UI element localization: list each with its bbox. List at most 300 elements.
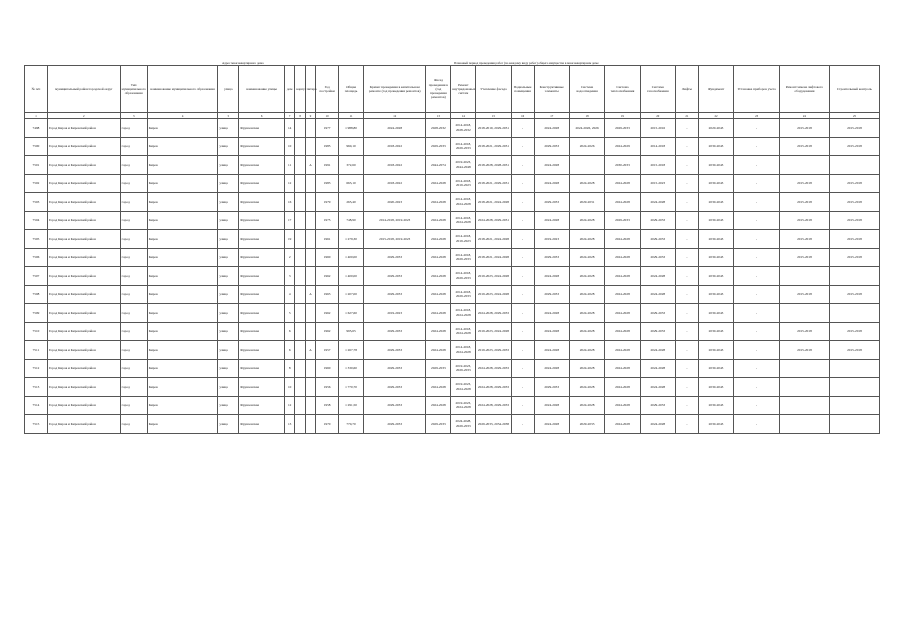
table-cell: 2030-2043: [698, 304, 733, 323]
column-number: 6: [239, 113, 285, 119]
table-cell: улица: [218, 156, 239, 175]
table-cell: 2024-2028: [426, 248, 451, 267]
table-cell: [779, 415, 829, 434]
table-cell: 1 400,00: [339, 248, 364, 267]
table-cell: 2024-2028: [426, 285, 451, 304]
table-cell: -: [511, 156, 534, 175]
table-cell: 2024-2028: [534, 267, 569, 286]
table-cell: 2014-2018, 2029-2033: [451, 248, 476, 267]
table-cell: 663,10: [339, 174, 364, 193]
table-cell: 7510: [25, 322, 48, 341]
table-cell: 2029-2031: [569, 193, 604, 212]
table-cell: 10: [284, 378, 294, 397]
table-cell: 2014-2018, 2024-2028: [451, 211, 476, 230]
table-cell: 2029-2033: [426, 137, 451, 156]
table-cell: улица: [218, 341, 239, 360]
table-cell: 2024-2028: [640, 378, 675, 397]
table-cell: 2024-2028: [605, 359, 640, 378]
table-cell: 2029-2033: [640, 396, 675, 415]
table-cell: Фрунзенская: [239, 341, 285, 360]
table-cell: 2024-2028: [426, 174, 451, 193]
table-cell: Киров: [147, 285, 218, 304]
table-cell: [295, 396, 305, 415]
table-cell: 2024-2028: [534, 304, 569, 323]
column-header: Год постройки: [316, 66, 339, 113]
table-cell: 2015-2018: [779, 174, 829, 193]
table-cell: 2024-2028: [569, 248, 604, 267]
table-cell: Киров: [147, 230, 218, 249]
table-cell: -: [734, 322, 780, 341]
table-cell: 2024-2028: [605, 396, 640, 415]
table-cell: 2015-2018: [829, 211, 879, 230]
table-cell: [295, 378, 305, 397]
table-cell: 2030-2043: [698, 341, 733, 360]
table-cell: 1975: [316, 211, 339, 230]
table-cell: 2024-2028, 2029-2031: [476, 211, 511, 230]
table-row: [25, 304, 880, 323]
table-cell: [295, 359, 305, 378]
table-cell: 2024-2029: [605, 137, 640, 156]
table-cell: Киров: [147, 322, 218, 341]
table-cell: 1 988,80: [339, 119, 364, 138]
table-cell: город: [120, 248, 147, 267]
table-cell: -: [511, 174, 534, 193]
table-cell: Киров: [147, 119, 218, 138]
table-cell: 2020-2023: [363, 193, 425, 212]
table-cell: 1 279,30: [339, 230, 364, 249]
table-cell: -: [675, 267, 698, 286]
table-row: [25, 156, 880, 175]
table-cell: 7511: [25, 341, 48, 360]
table-cell: 2015-2018: [779, 211, 829, 230]
table-cell: Город Киров и Кировский район: [47, 230, 120, 249]
table-cell: 13: [284, 415, 294, 434]
table-cell: [305, 193, 315, 212]
table-cell: улица: [218, 119, 239, 138]
table-cell: -: [675, 359, 698, 378]
table-cell: 2024-2028: [640, 341, 675, 360]
table-cell: 2015-2018: [779, 230, 829, 249]
table-cell: 7498: [25, 119, 48, 138]
table-cell: 2029-2033: [569, 415, 604, 434]
table-cell: -: [511, 119, 534, 138]
table-cell: 2029-2033: [640, 248, 675, 267]
table-cell: 2024-2028: [605, 304, 640, 323]
table-cell: 2030-2043: [698, 137, 733, 156]
column-header: Кризис проведения в капитальном ремонте (год проведения ремонтов): [363, 66, 425, 113]
table-cell: 2030-2043: [698, 359, 733, 378]
table-cell: -: [734, 248, 780, 267]
table-cell: [305, 211, 315, 230]
table-cell: [305, 415, 315, 434]
table-cell: -: [511, 378, 534, 397]
table-cell: 2019-2023, 2024-2028: [476, 322, 511, 341]
column-number: 3: [120, 113, 147, 119]
table-cell: [779, 378, 829, 397]
table-cell: 2019-2023, 2024-2028: [476, 285, 511, 304]
table-cell: 2018-2021, 2024-2028: [476, 193, 511, 212]
column-number: 12: [363, 113, 425, 119]
table-cell: [829, 378, 879, 397]
table-cell: [305, 359, 315, 378]
table-cell: 2029-2033: [363, 415, 425, 434]
table-cell: 2024-2028: [569, 341, 604, 360]
table-cell: -: [734, 304, 780, 323]
table-cell: [295, 415, 305, 434]
table-cell: 2014-2018, 2028-2032: [451, 119, 476, 138]
table-cell: 2024-2028: [534, 415, 569, 434]
table-cell: 2018-2022: [363, 137, 425, 156]
table-cell: 2018-2021, 2029-2031: [476, 174, 511, 193]
table-cell: Город Киров и Кировский район: [47, 211, 120, 230]
table-cell: [295, 322, 305, 341]
table-row: [25, 285, 880, 304]
table-cell: 2044-2074: [426, 156, 451, 175]
table-cell: 2024-2028, 2029-2033: [476, 359, 511, 378]
table-cell: -: [734, 119, 780, 138]
table-cell: 7514: [25, 396, 48, 415]
table-cell: 2018-2019, 2029-2031: [476, 119, 511, 138]
table-cell: 2029-2033, 2034-2038: [476, 415, 511, 434]
table-cell: Киров: [147, 211, 218, 230]
table-cell: 2019-2023, 2024-2028: [476, 267, 511, 286]
table-row: [25, 119, 880, 138]
table-cell: 2029-2033: [363, 322, 425, 341]
table-cell: 2024-2028: [426, 193, 451, 212]
column-header: Система теплоснабжения: [605, 66, 640, 113]
table-cell: 2015-2018: [779, 248, 829, 267]
column-header: Утепление фасада: [476, 66, 511, 113]
table-cell: -: [734, 359, 780, 378]
table-cell: Фрунзенская: [239, 193, 285, 212]
table-cell: 2029-2033: [605, 119, 640, 138]
table-cell: улица: [218, 137, 239, 156]
table-cell: 2014-2018, 2019-2023: [451, 174, 476, 193]
table-cell: -: [511, 211, 534, 230]
table-cell: 2014-2018, 2019-2023: [363, 211, 425, 230]
table-cell: 2029-2033: [534, 193, 569, 212]
table-cell: 2030-2043: [698, 230, 733, 249]
table-cell: -: [675, 396, 698, 415]
column-number: 15: [476, 113, 511, 119]
table-cell: 7508: [25, 285, 48, 304]
table-cell: А: [305, 341, 315, 360]
table-cell: 2030-2043: [698, 174, 733, 193]
table-cell: 12: [284, 174, 294, 193]
column-number: 10: [316, 113, 339, 119]
table-cell: 2015-2018: [779, 285, 829, 304]
table-cell: 2024-2028: [569, 211, 604, 230]
table-cell: [829, 267, 879, 286]
table-cell: 2024-2028: [569, 267, 604, 286]
table-cell: -: [511, 322, 534, 341]
table-cell: 2029-2033: [534, 285, 569, 304]
table-cell: 7503: [25, 193, 48, 212]
table-cell: 2014-2018, 2024-2028: [451, 322, 476, 341]
table-cell: Киров: [147, 359, 218, 378]
table-cell: 2024-2028: [426, 211, 451, 230]
table-cell: 2024-2028: [569, 378, 604, 397]
table-cell: [829, 415, 879, 434]
table-cell: 2024-2028: [534, 322, 569, 341]
column-header: Ремонт внутридомовых систем: [451, 66, 476, 113]
table-cell: [305, 248, 315, 267]
table-cell: 2024-2028: [426, 322, 451, 341]
table-cell: 1 627,60: [339, 304, 364, 323]
column-number: 5: [218, 113, 239, 119]
table-cell: 2024-2028: [534, 156, 569, 175]
table-cell: 1 400,00: [339, 267, 364, 286]
table-cell: Киров: [147, 304, 218, 323]
table-cell: Фрунзенская: [239, 211, 285, 230]
table-cell: город: [120, 322, 147, 341]
table-cell: -: [675, 230, 698, 249]
table-cell: город: [120, 174, 147, 193]
table-cell: 2024-2028: [569, 359, 604, 378]
table-row: [25, 174, 880, 193]
table-cell: Киров: [147, 137, 218, 156]
column-header: Фундамент: [698, 66, 733, 113]
table-cell: Киров: [147, 248, 218, 267]
table-cell: 7500: [25, 137, 48, 156]
table-cell: 2024-2028: [426, 267, 451, 286]
table-cell: 7506: [25, 248, 48, 267]
table-cell: 2024-2028: [426, 378, 451, 397]
table-cell: 2029-2033: [640, 322, 675, 341]
table-cell: 2024-2028, 2029-2033: [476, 304, 511, 323]
table-cell: Город Киров и Кировский район: [47, 137, 120, 156]
table-cell: улица: [218, 174, 239, 193]
table-cell: улица: [218, 193, 239, 212]
table-body: [25, 119, 880, 434]
table-cell: -: [675, 322, 698, 341]
table-cell: 2029-2033: [426, 415, 451, 434]
table-cell: 1958: [316, 396, 339, 415]
table-cell: 1961: [316, 230, 339, 249]
table-cell: -: [734, 211, 780, 230]
table-cell: Киров: [147, 341, 218, 360]
table-cell: 2029-2033: [363, 378, 425, 397]
table-cell: город: [120, 378, 147, 397]
table-cell: Фрунзенская: [239, 378, 285, 397]
table-cell: -: [675, 415, 698, 434]
table-row: [25, 230, 880, 249]
table-cell: 16: [284, 193, 294, 212]
table-cell: 2024-2028: [534, 174, 569, 193]
table-cell: Киров: [147, 193, 218, 212]
table-row: [25, 267, 880, 286]
table-cell: Киров: [147, 174, 218, 193]
table-cell: [295, 304, 305, 323]
column-header: Ремонт/замена лифтового оборудования: [779, 66, 829, 113]
table-cell: Фрунзенская: [239, 322, 285, 341]
table-cell: 2024-2028, 2029-2033: [476, 378, 511, 397]
table-cell: 2018-2022: [363, 156, 425, 175]
table-cell: [829, 304, 879, 323]
overhaul-schedule-table: [24, 65, 880, 434]
table-cell: 2024-2028: [640, 415, 675, 434]
table-cell: -: [734, 137, 780, 156]
table-cell: Фрунзенская: [239, 119, 285, 138]
table-cell: -: [511, 304, 534, 323]
table-row: [25, 341, 880, 360]
column-number: 4: [147, 113, 218, 119]
table-cell: улица: [218, 359, 239, 378]
table-cell: -: [675, 211, 698, 230]
table-cell: 2024-2028: [569, 396, 604, 415]
table-row: [25, 396, 880, 415]
table-cell: 2018-2021, 2029-2031: [476, 137, 511, 156]
table-cell: 2015-2018: [829, 285, 879, 304]
table-cell: -: [675, 119, 698, 138]
table-cell: 2030-2043: [698, 156, 733, 175]
table-cell: 2024-2028: [569, 285, 604, 304]
table-cell: 2014-2018, 2029-2033: [451, 267, 476, 286]
table-cell: Город Киров и Кировский район: [47, 174, 120, 193]
column-header: Тип муниципального образования: [120, 66, 147, 113]
table-cell: 2024-2028: [605, 341, 640, 360]
table-cell: 2024-2028: [605, 378, 640, 397]
table-cell: Фрунзенская: [239, 396, 285, 415]
table-cell: 7501: [25, 156, 48, 175]
table-cell: 7505: [25, 230, 48, 249]
table-cell: [779, 396, 829, 415]
column-number: 2: [47, 113, 120, 119]
column-number: 20: [640, 113, 675, 119]
column-header: муниципальный район/городской округ: [47, 66, 120, 113]
table-cell: 19: [284, 230, 294, 249]
table-cell: 2015-2018: [829, 341, 879, 360]
column-number: 18: [569, 113, 604, 119]
column-number: 9: [305, 113, 315, 119]
table-cell: 2019-2023: [534, 230, 569, 249]
table-cell: 2018-2021, 2024-2028: [476, 230, 511, 249]
table-cell: 2029-2033: [363, 359, 425, 378]
table-cell: [305, 304, 315, 323]
table-cell: -: [675, 285, 698, 304]
table-cell: 748,90: [339, 211, 364, 230]
table-cell: Город Киров и Кировский район: [47, 359, 120, 378]
column-number: 21: [675, 113, 698, 119]
table-cell: 2015-2023: [640, 174, 675, 193]
column-number: 16: [511, 113, 534, 119]
table-cell: 2015-2018: [779, 341, 829, 360]
table-cell: [305, 119, 315, 138]
table-cell: 2015-2018: [829, 137, 879, 156]
table-row: [25, 415, 880, 434]
table-cell: 2024-2028: [605, 415, 640, 434]
table-cell: -: [734, 396, 780, 415]
column-header: Фасад проведения в (год проведения ремонтов): [426, 66, 451, 113]
column-number: 22: [698, 113, 733, 119]
table-cell: 2019-2023, 2044-2048: [451, 156, 476, 175]
table-cell: 10: [284, 137, 294, 156]
table-row: [25, 248, 880, 267]
table-cell: город: [120, 359, 147, 378]
table-cell: 2029-2033: [426, 359, 451, 378]
table-cell: 1983: [316, 174, 339, 193]
table-cell: -: [675, 378, 698, 397]
table-cell: 2019-2023, 2029-2033: [451, 359, 476, 378]
column-number: 8: [295, 113, 305, 119]
table-cell: 2029-2033: [363, 341, 425, 360]
table-cell: [295, 230, 305, 249]
table-cell: [305, 174, 315, 193]
table-cell: -: [675, 193, 698, 212]
table-cell: -: [511, 396, 534, 415]
table-cell: 2030-2033: [605, 156, 640, 175]
table-row: [25, 137, 880, 156]
table-cell: Киров: [147, 156, 218, 175]
column-header: Лифты: [675, 66, 698, 113]
table-cell: -: [675, 174, 698, 193]
table-cell: 2024-2028: [569, 304, 604, 323]
table-cell: -: [734, 415, 780, 434]
table-cell: Фрунзенская: [239, 156, 285, 175]
table-cell: [569, 156, 604, 175]
table-cell: 2024-2028: [569, 322, 604, 341]
table-cell: 6: [284, 322, 294, 341]
table-cell: 2024-2028: [605, 322, 640, 341]
table-cell: город: [120, 304, 147, 323]
table-cell: город: [120, 396, 147, 415]
table-cell: 2024-2028: [605, 193, 640, 212]
table-cell: 2030-2043: [698, 193, 733, 212]
table-cell: 2014-2018, 2024-2028: [451, 341, 476, 360]
table-cell: 7507: [25, 267, 48, 286]
table-cell: А: [305, 156, 315, 175]
table-cell: [295, 248, 305, 267]
table-cell: 2024-2028: [605, 267, 640, 286]
table-cell: Фрунзенская: [239, 267, 285, 286]
table-cell: 2030-2043: [698, 267, 733, 286]
table-cell: 2030-2043: [698, 248, 733, 267]
table-cell: Город Киров и Кировский район: [47, 119, 120, 138]
table-cell: -: [675, 248, 698, 267]
table-cell: [779, 156, 829, 175]
table-cell: 1 267,78: [339, 341, 364, 360]
table-cell: 1970: [316, 415, 339, 434]
table-cell: 6: [284, 341, 294, 360]
table-cell: Фрунзенская: [239, 359, 285, 378]
table-cell: улица: [218, 304, 239, 323]
table-cell: [295, 156, 305, 175]
table-cell: город: [120, 119, 147, 138]
column-number: 19: [605, 113, 640, 119]
table-cell: 11: [284, 156, 294, 175]
table-cell: 14: [284, 119, 294, 138]
table-cell: 2028-2032: [426, 119, 451, 138]
table-cell: 2024-2028, 2029-2033: [476, 396, 511, 415]
column-header: № п/п: [25, 66, 48, 113]
table-cell: 1960: [316, 359, 339, 378]
table-cell: 2014-2018, 2024-2028: [451, 193, 476, 212]
table-cell: [779, 267, 829, 286]
table-cell: 2024-2028: [569, 230, 604, 249]
table-cell: 2019-2023: [363, 304, 425, 323]
column-header: Строительный контроль: [829, 66, 879, 113]
table-cell: -: [511, 248, 534, 267]
table-row: [25, 359, 880, 378]
table-cell: 2024-2028: [640, 359, 675, 378]
table-cell: 2014-2018, 2024-2028: [451, 304, 476, 323]
table-cell: 2024-2028: [640, 193, 675, 212]
table-cell: город: [120, 341, 147, 360]
table-cell: 2015-2018: [779, 119, 829, 138]
column-number: 14: [451, 113, 476, 119]
table-cell: улица: [218, 211, 239, 230]
table-cell: -: [511, 285, 534, 304]
